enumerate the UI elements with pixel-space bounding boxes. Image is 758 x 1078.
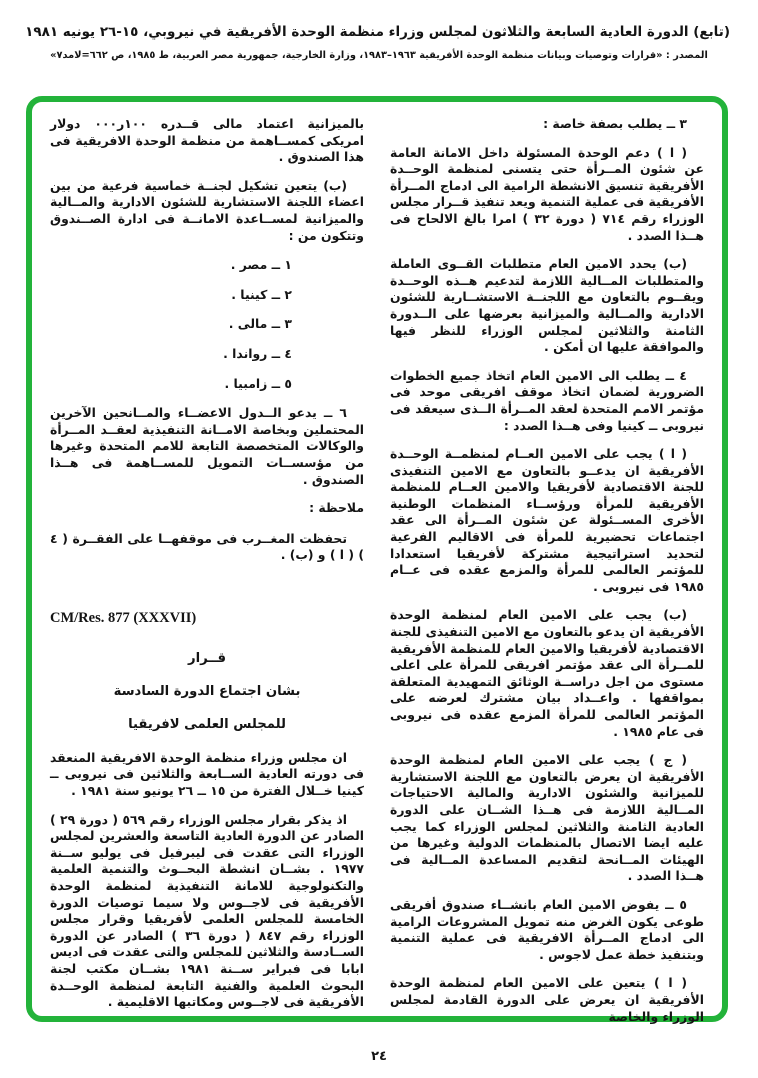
paragraph-budget: بالميزانية اعتماد مالى قــدره ١٠٠ر٠٠٠ دولار امريكى كمســاهمة من منظمة الوحدة الافريقية فى هذا الصندوق . [50, 116, 365, 165]
paragraph-item-5: ٥ ــ يفوض الامين العام بانشــاء صندوق أفريقى طوعى يكون الغرض منه تمويل المشروعات الرامية الى ادماج المــرأة الافريقية فى عملية التنمية وبتنفيذ خطة عمل لاجوس . [390, 896, 704, 962]
resolution-subtitle-council: للمجلس العلمى لافريقيا [128, 716, 286, 732]
member-list-item-mali: ٣ ــ مالى . [228, 316, 292, 332]
paragraph-4c: ( ج ) يجب على الامين العام لمنظمة الوحدة الأفريقية ان يعرض بالتعاون مع اللجنة الاستشارية للميزانية والشئون الادارية والمالية الاحتياجات المــالية اللازمة فى هــذا الشــان على الدورة العادية الثامنة والثلاثين لمجلس الوزراء كما يجب عليه ايضا الاتصال بالمنظمات الدولية وغيرها من الهيئات المــانحة لتقديم المساعدة المــالية فى هــذا الصدد . [390, 752, 704, 884]
right-column [390, 116, 704, 1024]
page-header [25, 24, 730, 61]
paragraph-intro: ان مجلس وزراء منظمة الوحدة الافريقية المنعقد فى دورته العادية الســابعة والثلاثين فى نيروبى ــ كينيا خــلال الفترة من ١٥ ــ ٢٦ يونيو سنة ١٩٨١ . [50, 749, 364, 799]
resolution-title: قــرار [188, 650, 226, 666]
header-session-title: (تابع) الدورة العادية السابعة والثلاثون لمجلس وزراء منظمة الوحدة الأفريقية في نيروبي، ١٥-٢٦ يونيه ١٩٨١ [25, 24, 730, 40]
resolution-reference: CM/Res. 877 (XXXVII) [50, 609, 197, 626]
paragraph-recall: اذ يذكر بقرار مجلس الوزراء رقم ٥٦٩ ( دورة ٢٩ ) الصادر عن الدورة العادية التاسعة والعشرين لمجلس الوزراء التى عقدت فى ليبرفيل فى يوليو ســنة ١٩٧٧ . بشــان انشطة البحــوث والتنمية العلمية والتكنولوجية للامانة التنفيذية لمنظمة الوحدة الأفريقية فى لاجــوس ولا سيما توصيات الدورة الخامسة للمجلس العلمى لأفريقيا وقرار مجلس الوزراء رقم ٨٤٧ ( دورة ٣٦ ) الصادر عن الدورة الســادسة والثلاثين للمجلس والتى عقدت فى اديس ابابا فى فبراير ســنة ١٩٨١ بشــان مكتب لجنة البحوث العلمية والفنية التابعة لمنظمة الوحــدة الأفريقية فى لاجــوس ومكاتبها الاقليمية . [50, 811, 364, 1010]
paragraph-4a: ( ا ) يجب على الامين العــام لمنظمــة الوحــدة الأفريقية ان يدعــو بالتعاون مع الامين التنفيذى للجنة الاقتصادية لأفريقيا والامين العــام للمنظمة الأفريقية للمرأة ورؤســاء المنظمات الوطنية الأخرى المســئولة عن شئون المــرأة الى عقد اجتماعات تحضيرية للمرأة فى الاقاليم الفرعية لتحديد استراتيجية مشتركة لأفريقيا استعدادا للمؤتمر العالمى للمرأة والمزمع عقده فى عــام ١٩٨٥ فى نيروبى . [390, 446, 704, 594]
member-list-item-kenya: ٢ ــ كينيا . [231, 286, 292, 302]
note-text: تحفظت المغــرب فى موقفهــا على الفقــرة ( ٤ ) ( ا ) و (ب) . [50, 530, 364, 563]
paragraph-4b: (ب) يجب على الامين العام لمنظمة الوحدة الأفريقية ان يدعو بالتعاون مع الامين التنفيذى للجنة الاقتصادية لأفريقيا والامين العام للمنظمة الأفريقية للمــرأة الى عقد مؤتمر افريقى للمرأة على اعلى مستوى من اجل دراســة الوثائق التمهيدية المتعلقة بمواقفها . واعــداد بيان مشترك لعرضه على المؤتمر العالمى للمرأة المزمع عقده فى نيروبى فى عام ١٩٨٥ . [390, 607, 704, 739]
note-label: ملاحظة : [309, 500, 364, 516]
left-column [50, 116, 364, 1008]
paragraph-item-4: ٤ ــ يطلب الى الامين العام اتخاذ جميع الخطوات الضرورية لضمان اتخاذ موقف افريقى موحد فى مؤتمر الامم المتحدة لعقد المــرأة الــذى سيعقد فى نيروبى ــ كينيا وفى هــذا الصدد : [390, 367, 704, 433]
page-number: ٢٤ [371, 1049, 387, 1064]
paragraph-committee: (ب) يتعين تشكيل لجنــة خماسية فرعية من بين اعضاء اللجنة الاستشارية للشئون الادارية والمــالية والميزانية لمســاعدة الامانــة فى ادارة الصــندوق وتتكون من : [50, 177, 364, 243]
document-frame [26, 96, 728, 1022]
member-list [50, 257, 364, 392]
paragraph-item-6: ٦ ــ يدعو الــدول الاعضــاء والمــانحين الآخرين المحتملين وبخاصة الامــانة التنفيذية لعقــد المــرأة والوكالات المتخصصة التابعة للامم المتحدة وغيرها من مؤسســات التمويل للمســاهمة فى هــذا الصندوق . [50, 405, 364, 487]
header-source-citation: المصدر : «قرارات وتوصيات وبيانات منظمة الوحدة الأفريقية ١٩٦٣–١٩٨٣، وزارة الخارجية، جمهورية مصر العربية، ط ١٩٨٥، ص ٦٦٢=لامد٧» [50, 50, 708, 61]
member-list-item-egypt: ١ ــ مصر . [230, 257, 292, 273]
member-list-item-rwanda: ٤ ــ رواندا . [223, 345, 292, 361]
resolution-subtitle-session: بشان اجتماع الدورة السادسة [113, 683, 301, 699]
two-column-layout [50, 116, 704, 1024]
paragraph-item-3-heading: ٣ ــ يطلب بصفة خاصة : [543, 116, 687, 131]
paragraph-5a: ( ا ) يتعين على الامين العام لمنظمة الوحدة الأفريقية ان يعرض على الدورة القادمة لمجلس الوزراء والخاصة [390, 975, 704, 1024]
member-list-item-zambia: ٥ ــ زامبيا . [224, 375, 292, 391]
paragraph-3b: (ب) يحدد الامين العام متطلبات القــوى العاملة والمتطلبات المــالية اللازمة لتدعيم هــذه الوحــدة ويقــوم بالتعاون مع اللجنــة الاستشــارية للشئون الادارية والمــالية والميزانية بعرضها على الــدورة الثامنة والثلاثين لمجلس الوزراء للنظر فيها والموافقة عليها ان أمكن . [390, 256, 704, 355]
paragraph-3a: ( ا ) دعم الوحدة المسئولة داخل الامانة العامة عن شئون المــرأة حتى يتسنى لمنظمة الوحــدة الأفريقية تنسيق الانشطة الرامية الى ادماج المــرأة الأفريقية فى عملية التنمية ويعد تنفيذ قــرار مجلس الوزراء رقم ٧١٤ ( دورة ٣٢ ) امرا بالغ الالحاح فى هــذا الصدد . [390, 144, 704, 243]
